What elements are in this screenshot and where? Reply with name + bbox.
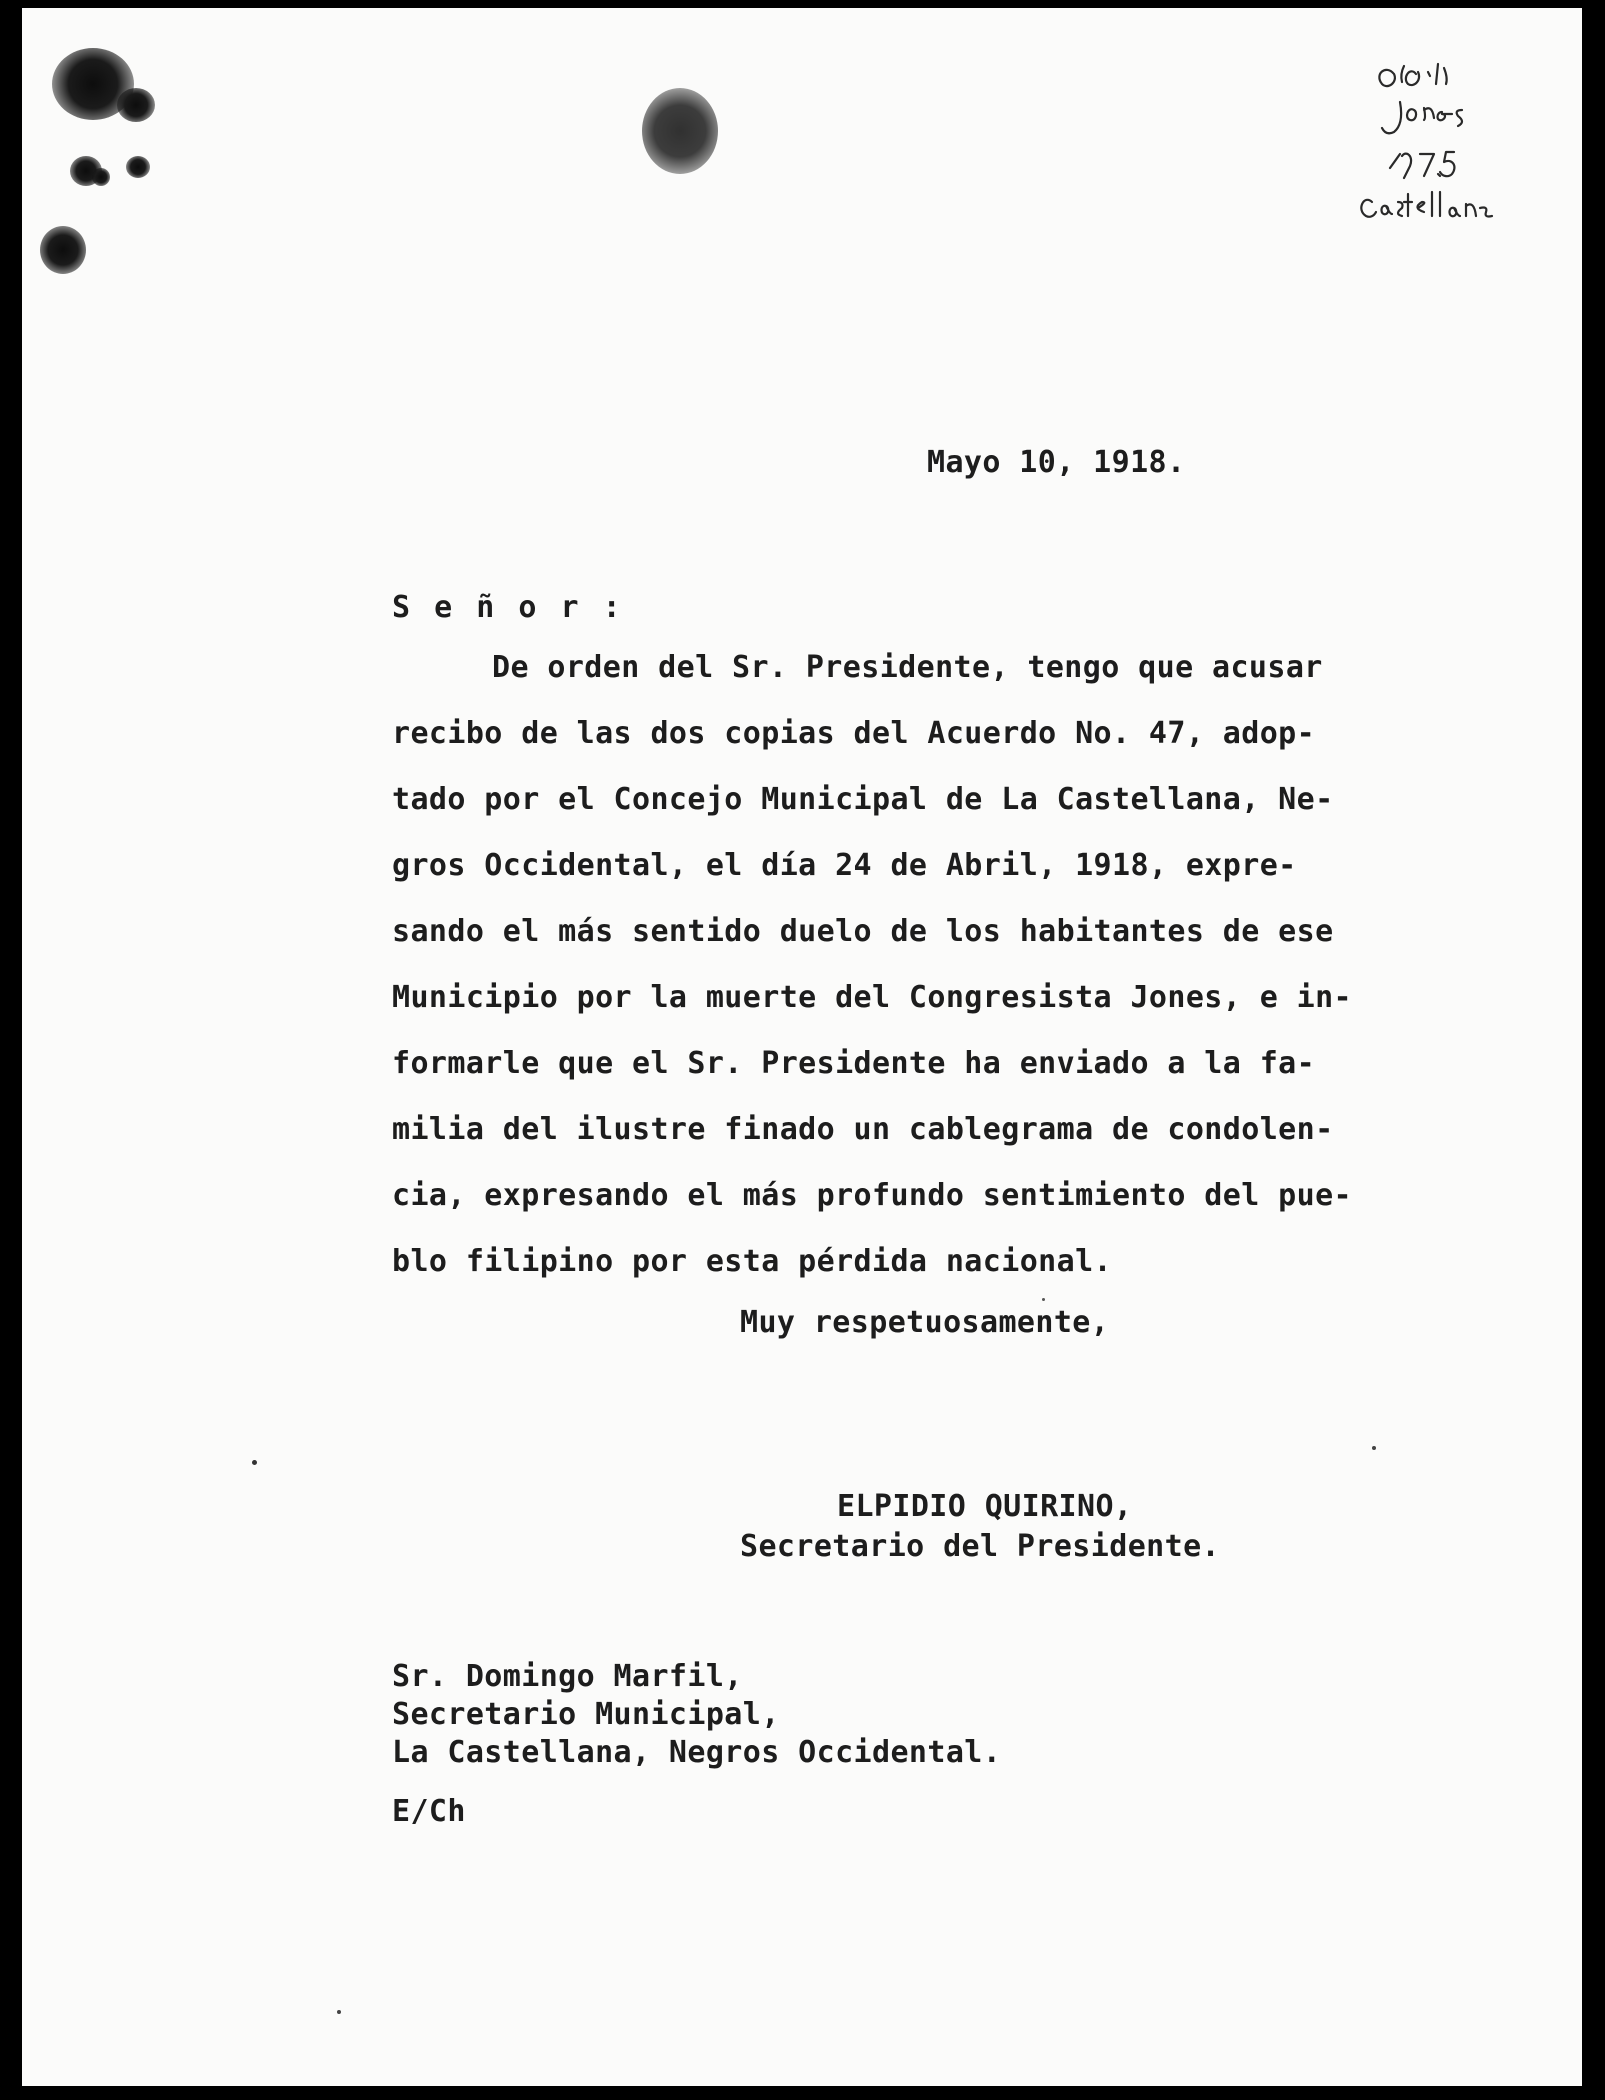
- scan-border-top: [0, 0, 1605, 8]
- body-line: sando el más sentido duelo de los habitantes de ese: [392, 914, 1334, 949]
- ink-blot: [117, 88, 155, 122]
- paper-speck: [1372, 1446, 1376, 1450]
- letter-paper: [22, 8, 1582, 2086]
- body-line: De orden del Sr. Presidente, tengo que acusar: [492, 650, 1323, 685]
- body-line: cia, expresando el más profundo sentimiento del pue-: [392, 1178, 1352, 1213]
- letter-date: Mayo 10, 1918.: [927, 445, 1186, 480]
- recipient-line: Secretario Municipal,: [392, 1697, 780, 1732]
- ink-blot: [126, 156, 150, 178]
- letter-closing: Muy respetuosamente,: [740, 1305, 1110, 1340]
- signatory-name: ELPIDIO QUIRINO,: [837, 1489, 1133, 1524]
- body-line: formarle que el Sr. Presidente ha enviado a la fa-: [392, 1046, 1316, 1081]
- paper-speck: [1042, 1298, 1045, 1301]
- body-line: gros Occidental, el día 24 de Abril, 1918, expre-: [392, 848, 1297, 883]
- recipient-line: Sr. Domingo Marfil,: [392, 1659, 743, 1694]
- body-line: tado por el Concejo Municipal de La Castellana, Ne-: [392, 782, 1334, 817]
- recipient-line: La Castellana, Negros Occidental.: [392, 1735, 1002, 1770]
- ink-smudge: [642, 88, 718, 174]
- body-line: milia del ilustre finado un cablegrama de condolen-: [392, 1112, 1334, 1147]
- letter-salutation: S e ñ o r :: [392, 590, 624, 625]
- body-line: blo filipino por esta pérdida nacional.: [392, 1244, 1112, 1279]
- reference-initials: E/Ch: [392, 1794, 466, 1829]
- handwritten-archive-note: [1342, 44, 1522, 224]
- body-line: Municipio por la muerte del Congresista Jones, e in-: [392, 980, 1352, 1015]
- handwritten-note-drawing: [1342, 44, 1522, 224]
- ink-blot: [92, 168, 110, 186]
- paper-speck: [252, 1460, 257, 1465]
- paper-speck: [337, 2010, 341, 2014]
- signatory-title: Secretario del Presidente.: [740, 1529, 1220, 1564]
- ink-blot: [40, 226, 86, 274]
- body-line: recibo de las dos copias del Acuerdo No. 47, adop-: [392, 716, 1316, 751]
